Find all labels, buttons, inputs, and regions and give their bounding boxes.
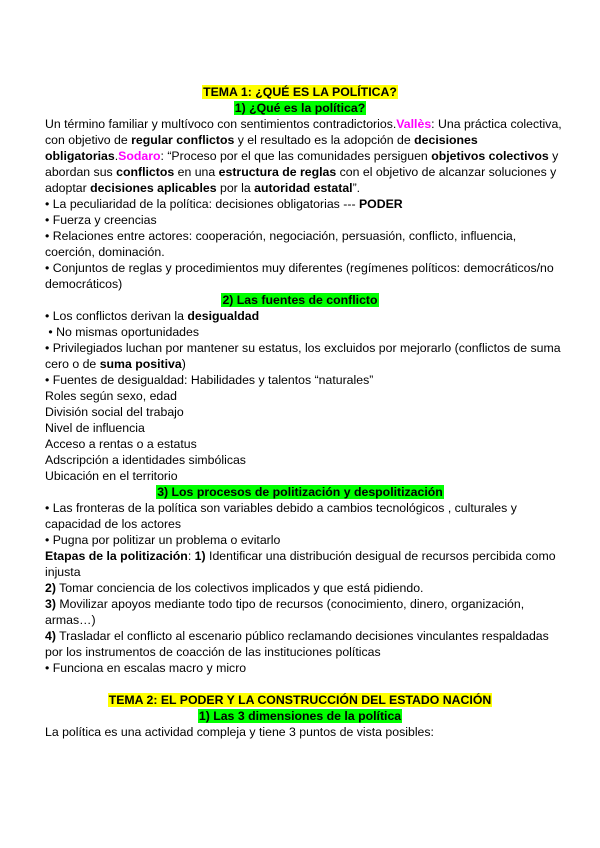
- s3-heading: 3) Los procesos de politización y despolitización: [157, 485, 443, 499]
- s1-heading-line: [0, 101, 600, 116]
- s1-heading: 1) ¿Qué es la política?: [234, 101, 366, 115]
- s3-step-3-cont: armas…): [45, 613, 96, 627]
- list-item: Ubicación en el territorio: [45, 469, 178, 483]
- tema2-s1-heading: 1) Las 3 dimensiones de la política: [198, 709, 402, 723]
- s1-paragraph-line-3: obligatorias.Sodaro: “Proceso por el que las comunidades persiguen objetivos colectivos y: [45, 149, 559, 163]
- s3-bullet-1: • Las fronteras de la política son variables debido a cambios tecnológicos , culturales y: [45, 501, 517, 515]
- tema1-title-line: [0, 85, 600, 100]
- list-item: División social del trabajo: [45, 405, 184, 419]
- s3-step-4-cont: por los instrumentos de coacción de las instituciones políticas: [45, 645, 381, 659]
- s3-step-3: 3) Movilizar apoyos mediante todo tipo de recursos (conocimiento, dinero, organización,: [45, 597, 525, 611]
- s1-bullet-3-cont: coerción, dominación.: [45, 245, 165, 259]
- s3-etapas-line: Etapas de la politización: 1) Identificar una distribución desigual de recursos percibida como: [45, 549, 556, 563]
- tema2-title: TEMA 2: EL PODER Y LA CONSTRUCCIÓN DEL ESTADO NACIÓN: [108, 693, 492, 707]
- tema2-s1-paragraph: La política es una actividad compleja y tiene 3 puntos de vista posibles:: [45, 725, 434, 739]
- list-item: Adscripción a identidades simbólicas: [45, 453, 246, 467]
- s2-bullet-3-cont: cero o de suma positiva): [45, 357, 186, 371]
- author-valles: Vallès: [396, 117, 432, 131]
- tema1-title: TEMA 1: ¿QUÉ ES LA POLÍTICA?: [203, 85, 397, 99]
- author-sodaro: Sodaro: [118, 149, 161, 163]
- s1-bullet-4: • Conjuntos de reglas y procedimientos muy diferentes (regímenes políticos: democráticos/no: [45, 261, 554, 275]
- s1-bullet-4-cont: democráticos): [45, 277, 123, 291]
- s2-bullet-2: • No mismas oportunidades: [45, 325, 199, 339]
- tema2-title-line: [0, 693, 600, 708]
- s3-step-2: 2) Tomar conciencia de los colectivos implicados y que está pidiendo.: [45, 581, 424, 595]
- s1-bullet-2: • Fuerza y creencias: [45, 213, 157, 227]
- tema2-s1-heading-line: [0, 709, 600, 724]
- s1-bullet-3: • Relaciones entre actores: cooperación, negociación, persuasión, conflicto, influencia,: [45, 229, 517, 243]
- s3-bullet-2: • Pugna por politizar un problema o evitarlo: [45, 533, 281, 547]
- s3-bullet-1-cont: capacidad de los actores: [45, 517, 182, 531]
- s1-paragraph-line-5: adoptar decisiones aplicables por la autoridad estatal”.: [45, 181, 361, 195]
- s3-step-4: 4) Trasladar el conflicto al escenario público reclamando decisiones vinculantes respaldadas: [45, 629, 549, 643]
- s3-heading-line: [0, 485, 600, 500]
- s3-etapas-cont: injusta: [45, 565, 81, 579]
- list-item: Nivel de influencia: [45, 421, 145, 435]
- list-item: Roles según sexo, edad: [45, 389, 177, 403]
- s1-paragraph-line-1: Un término familiar y multívoco con sentimientos contradictorios.Vallès: Una práctica colectiva,: [45, 117, 562, 131]
- s1-paragraph-line-2: con objetivo de regular conflictos y el resultado es la adopción de decisiones: [45, 133, 478, 147]
- list-item: Acceso a rentas o a estatus: [45, 437, 197, 451]
- s2-heading-line: [0, 293, 600, 308]
- s1-paragraph-line-4: abordan sus conflictos en una estructura de reglas con el objetivo de alcanzar soluciones y: [45, 165, 557, 179]
- s3-bullet-3: • Funciona en escalas macro y micro: [45, 661, 247, 675]
- s2-heading: 2) Las fuentes de conflicto: [222, 293, 378, 307]
- s2-bullet-3: • Privilegiados luchan por mantener su estatus, los excluidos por mejorarlo (conflictos de suma: [45, 341, 561, 355]
- s2-bullet-1: • Los conflictos derivan la desigualdad: [45, 309, 260, 323]
- s2-bullet-4: • Fuentes de desigualdad: Habilidades y talentos “naturales”: [45, 373, 374, 387]
- s1-bullet-1: • La peculiaridad de la política: decisiones obligatorias --- PODER: [45, 197, 403, 211]
